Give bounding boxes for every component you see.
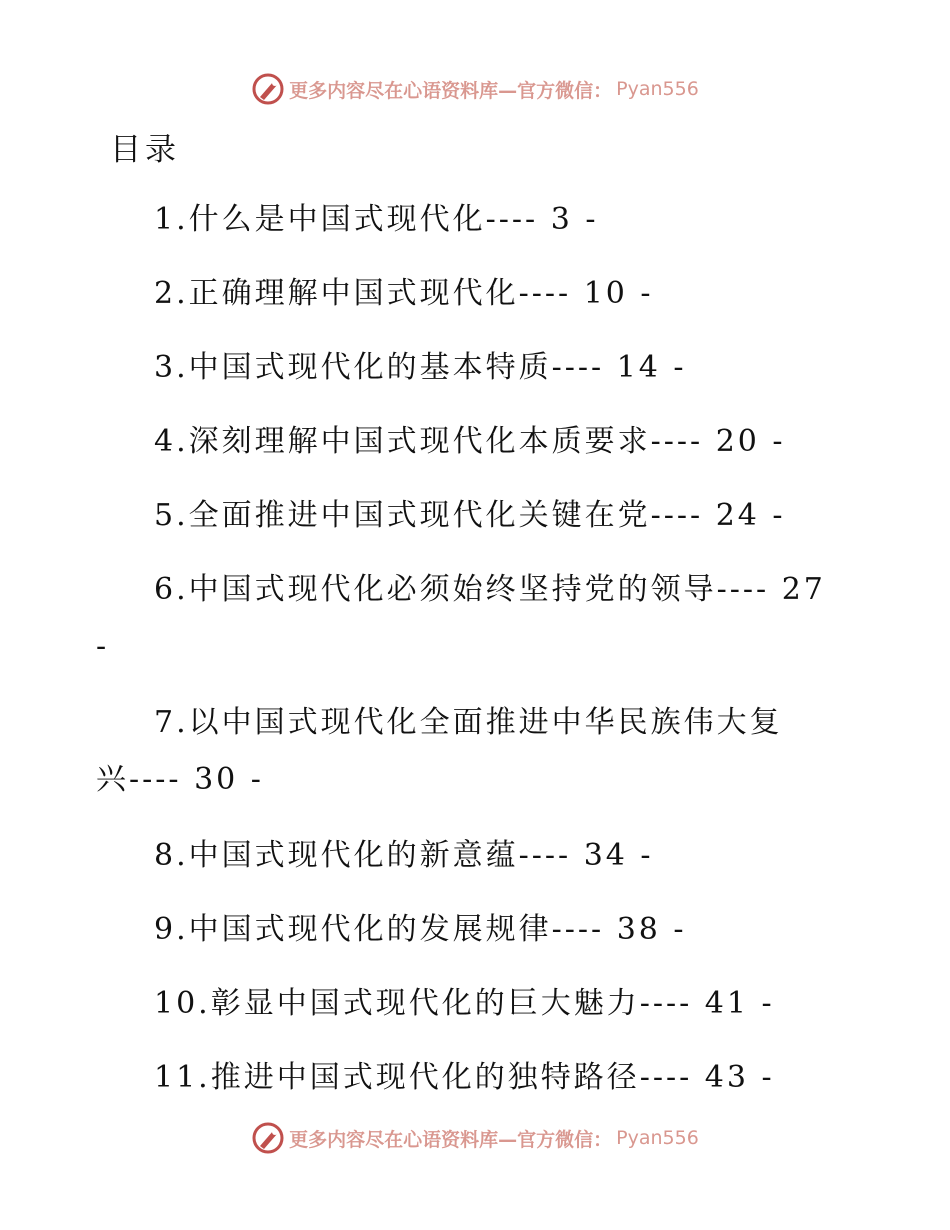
toc-item-continuation: -: [96, 629, 110, 664]
toc-item-text: 5.全面推进中国式现代化关键在党---- 24 -: [154, 498, 786, 533]
watermark-footer: [0, 1121, 950, 1155]
toc-item-text: 6.中国式现代化必须始终坚持党的领导---- 27: [154, 572, 826, 607]
toc-title: 目录: [110, 132, 180, 168]
toc-item: [96, 967, 896, 1041]
toc-item: [96, 331, 896, 405]
watermark-wechat-id: Pyan556: [616, 1127, 699, 1149]
toc-item-continuation: 兴---- 30 -: [96, 762, 264, 797]
pen-logo-icon: [251, 1121, 285, 1155]
toc-item-text: 7.以中国式现代化全面推进中华民族伟大复: [154, 705, 783, 740]
toc-item: [96, 479, 896, 553]
toc-item-text: 1.什么是中国式现代化---- 3 -: [154, 202, 599, 237]
toc-item-text: 10.彰显中国式现代化的巨大魅力---- 41 -: [154, 986, 775, 1021]
toc-item: [96, 1041, 896, 1115]
toc-item: [96, 183, 896, 257]
toc-item: [96, 405, 896, 479]
watermark-wechat-id: Pyan556: [616, 78, 699, 100]
watermark-text: 更多内容尽在心语资料库—官方微信：: [289, 1128, 613, 1151]
toc-item-text: 2.正确理解中国式现代化---- 10 -: [154, 276, 654, 311]
toc-item: [96, 819, 896, 893]
toc-item-text: 8.中国式现代化的新意蕴---- 34 -: [154, 838, 654, 873]
toc-item: [96, 893, 896, 967]
toc-item-text: 11.推进中国式现代化的独特路径---- 43 -: [154, 1060, 775, 1095]
toc-item-text: 3.中国式现代化的基本特质---- 14 -: [154, 350, 687, 385]
toc-item-text: 4.深刻理解中国式现代化本质要求---- 20 -: [154, 424, 786, 459]
toc-item: [96, 257, 896, 331]
pen-logo-icon: [251, 72, 285, 106]
watermark-text: 更多内容尽在心语资料库—官方微信：: [289, 79, 613, 102]
watermark-header: [0, 72, 950, 106]
toc-item-text: 9.中国式现代化的发展规律---- 38 -: [154, 912, 687, 947]
